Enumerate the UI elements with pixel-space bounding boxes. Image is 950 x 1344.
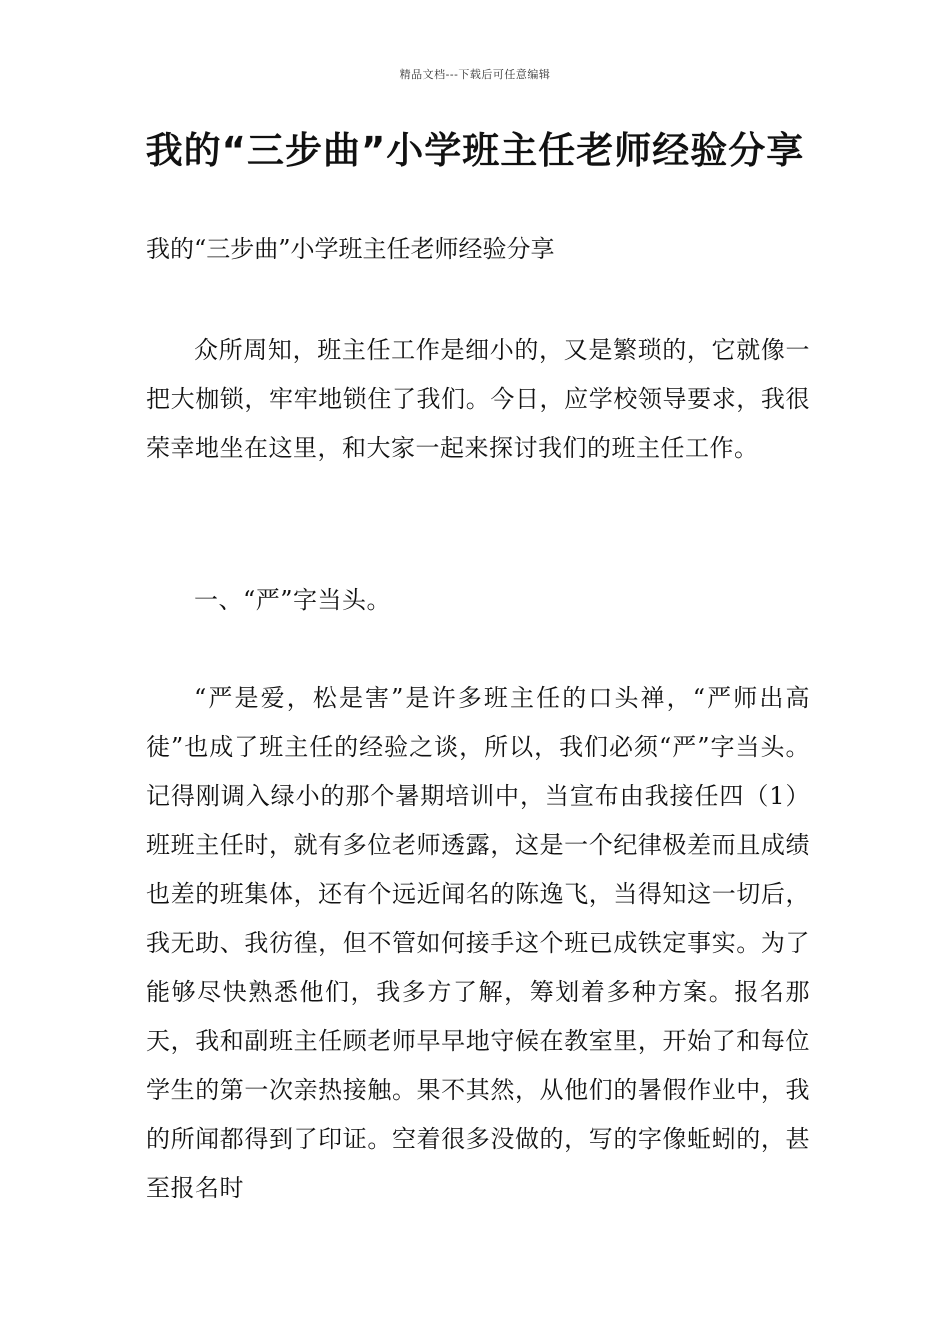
intro-paragraph: 众所周知，班主任工作是细小的，又是繁琐的，它就像一把大枷锁，牢牢地锁住了我们。今日，应学校领导要求，我很荣幸地坐在这里，和大家一起来探讨我们的班主任工作。 xyxy=(146,336,810,462)
section-one-body: “严是爱，松是害”是许多班主任的口头禅，“严师出高徒”也成了班主任的经验之谈，所以，我们必须“严”字当头。记得刚调入绿小的那个暑期培训中，当宣布由我接任四（1）班班主任时，就有多位老师透露，这是一个纪律极差而且成绩也差的班集体，还有个远近闻名的陈逸飞，当得知这一切后，我无助、我彷徨，但不管如何接手这个班已成铁定事实。为了能够尽快熟悉他们，我多方了解，筹划着多种方案。报名那天，我和副班主任顾老师早早地守候在教室里，开始了和每位学生的第一次亲热接触。果不其然，从他们的暑假作业中，我的所闻都得到了印证。空着很多没做的，写的字像蚯蚓的，甚至报名时 xyxy=(146,684,810,1202)
document-title: 我的“三步曲”小学班主任老师经验分享 xyxy=(145,129,805,172)
document-subtitle: 我的“三步曲”小学班主任老师经验分享 xyxy=(146,235,555,263)
header-note: 精品文档---下载后可任意编辑 xyxy=(399,68,551,81)
section-one-heading: 一、“严”字当头。 xyxy=(194,586,392,614)
